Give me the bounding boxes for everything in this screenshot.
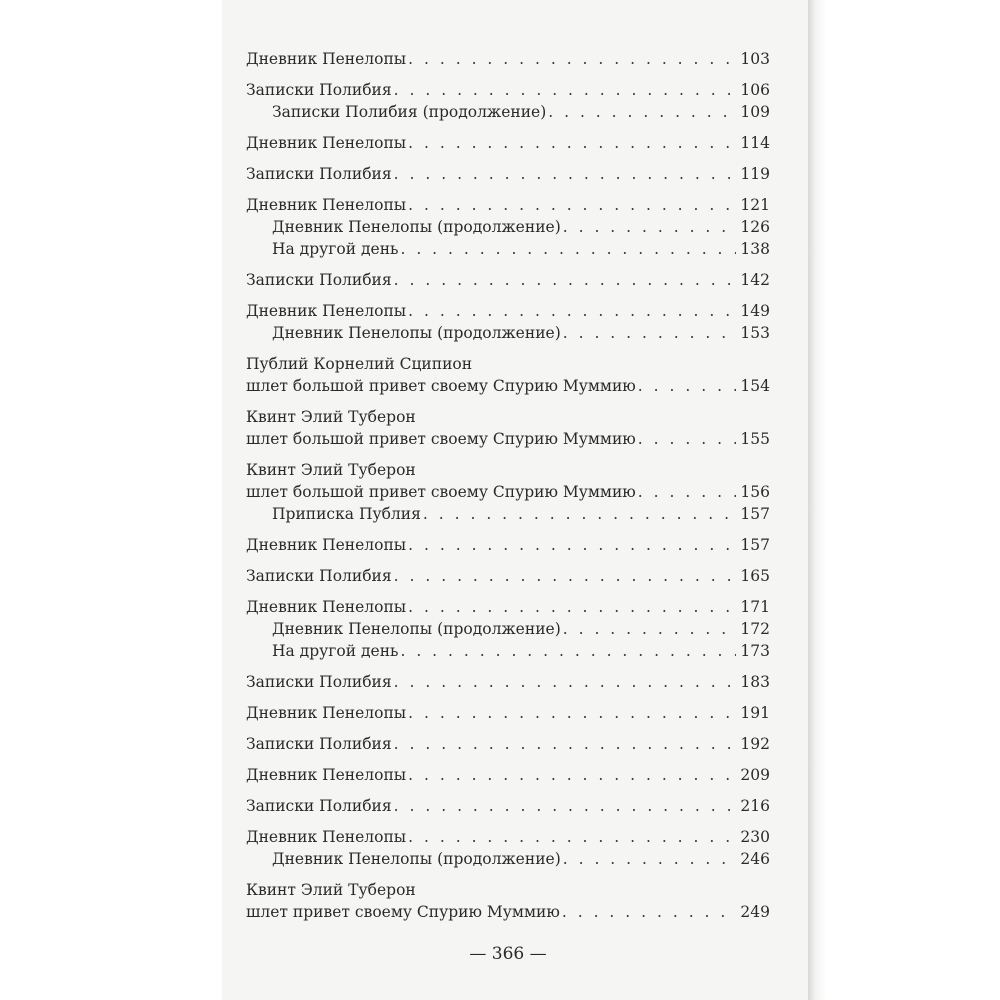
toc-entry-page: 171	[740, 598, 770, 616]
dot-leader	[638, 428, 737, 450]
toc-entry-page: 114	[740, 134, 770, 152]
toc-entry-page: 157	[740, 536, 770, 554]
table-of-contents	[246, 48, 770, 923]
toc-entry	[246, 428, 770, 450]
toc-entry	[246, 671, 770, 693]
dot-leader	[400, 640, 736, 662]
toc-entry-page: 121	[740, 196, 770, 214]
toc-entry-title: Дневник Пенелопы	[246, 134, 407, 152]
toc-entry-title: Дневник Пенелопы (продолжение)	[272, 850, 561, 868]
toc-entry-page: 230	[740, 828, 770, 846]
toc-entry-title: Записки Полибия	[246, 81, 392, 99]
dot-leader	[423, 503, 737, 525]
toc-entry	[246, 481, 770, 503]
toc-entry-page: 192	[740, 735, 770, 753]
toc-entry-page: 157	[740, 505, 770, 523]
toc-entry-heading: Квинт Элий Туберон	[246, 881, 416, 899]
toc-entry-page: 149	[740, 302, 770, 320]
dot-leader	[394, 795, 737, 817]
toc-entry	[246, 269, 770, 291]
dot-leader	[394, 163, 737, 185]
toc-entry-title: Дневник Пенелопы	[246, 50, 407, 68]
toc-entry-title: шлет привет своему Спурию Муммию	[246, 903, 560, 921]
toc-entry-page: 156	[740, 483, 770, 501]
toc-entry	[246, 163, 770, 185]
toc-entry	[246, 48, 770, 70]
toc-entry	[246, 618, 770, 640]
toc-entry-page: 142	[740, 271, 770, 289]
toc-entry-title: Записки Полибия (продолжение)	[272, 103, 547, 121]
toc-entry-page: 216	[740, 797, 770, 815]
toc-entry	[246, 238, 770, 260]
toc-entry	[246, 101, 770, 123]
toc-entry-title: Записки Полибия	[246, 673, 392, 691]
toc-entry	[246, 640, 770, 662]
toc-entry	[246, 132, 770, 154]
toc-entry	[246, 216, 770, 238]
dot-leader	[394, 733, 737, 755]
dot-leader	[408, 534, 736, 556]
toc-entry	[246, 733, 770, 755]
toc-entry-title: На другой день	[272, 240, 399, 258]
toc-entry-page: 173	[740, 642, 770, 660]
toc-entry-page: 103	[740, 50, 770, 68]
toc-entry-title: шлет большой привет своему Спурию Муммию	[246, 483, 636, 501]
dot-leader	[408, 194, 736, 216]
toc-entry-title: Дневник Пенелопы	[246, 196, 407, 214]
dot-leader	[408, 132, 736, 154]
toc-entry	[246, 565, 770, 587]
dot-leader	[408, 826, 736, 848]
toc-entry-title: Дневник Пенелопы (продолжение)	[272, 324, 561, 342]
toc-entry-title: Дневник Пенелопы (продолжение)	[272, 620, 561, 638]
toc-entry-page: 119	[740, 165, 770, 183]
dot-leader	[400, 238, 736, 260]
toc-entry-page: 172	[740, 620, 770, 638]
toc-entry	[246, 795, 770, 817]
toc-entry-page: 153	[740, 324, 770, 342]
toc-entry-title: На другой день	[272, 642, 399, 660]
dot-leader	[394, 79, 737, 101]
dot-leader	[408, 596, 736, 618]
toc-entry-title: Дневник Пенелопы	[246, 766, 407, 784]
dot-leader	[408, 300, 736, 322]
toc-entry-title: Записки Полибия	[246, 165, 392, 183]
toc-entry-title: Записки Полибия	[246, 271, 392, 289]
toc-entry	[246, 596, 770, 618]
toc-entry-page: 138	[740, 240, 770, 258]
toc-entry-title: Записки Полибия	[246, 567, 392, 585]
dot-leader	[563, 848, 737, 870]
page-number: — 366 —	[469, 944, 547, 964]
toc-entry	[246, 901, 770, 923]
dot-leader	[563, 322, 737, 344]
dot-leader	[638, 375, 737, 397]
dot-leader	[408, 702, 736, 724]
dot-leader	[408, 48, 736, 70]
toc-entry-title: Дневник Пенелопы	[246, 828, 407, 846]
toc-entry	[246, 534, 770, 556]
dot-leader	[394, 565, 737, 587]
dot-leader	[408, 764, 736, 786]
dot-leader	[394, 671, 737, 693]
toc-entry	[246, 848, 770, 870]
toc-entry-title: Записки Полибия	[246, 735, 392, 753]
toc-entry-title: Записки Полибия	[246, 797, 392, 815]
toc-entry-title: Дневник Пенелопы	[246, 704, 407, 722]
toc-entry-page: 109	[740, 103, 770, 121]
toc-entry	[246, 764, 770, 786]
toc-entry-title: Дневник Пенелопы	[246, 536, 407, 554]
toc-entry	[246, 79, 770, 101]
toc-entry	[246, 300, 770, 322]
toc-entry-title: Дневник Пенелопы	[246, 598, 407, 616]
toc-entry-page: 155	[740, 430, 770, 448]
dot-leader	[563, 216, 737, 238]
toc-entry-page: 183	[740, 673, 770, 691]
toc-entry	[246, 702, 770, 724]
toc-entry-heading: Квинт Элий Туберон	[246, 408, 416, 426]
toc-entry-title: шлет большой привет своему Спурию Муммию	[246, 430, 636, 448]
toc-entry-heading: Публий Корнелий Сципион	[246, 355, 473, 373]
toc-entry-page: 154	[740, 377, 770, 395]
toc-entry	[246, 503, 770, 525]
toc-entry-page: 246	[740, 850, 770, 868]
toc-entry	[246, 194, 770, 216]
toc-entry-page: 249	[740, 903, 770, 921]
toc-entry	[246, 375, 770, 397]
toc-entry-page: 126	[740, 218, 770, 236]
page-edge-shadow	[808, 0, 826, 1000]
toc-entry-title: шлет большой привет своему Спурию Муммию	[246, 377, 636, 395]
dot-leader	[563, 618, 737, 640]
dot-leader	[394, 269, 737, 291]
toc-entry	[246, 826, 770, 848]
dot-leader	[638, 481, 737, 503]
toc-entry-heading: Квинт Элий Туберон	[246, 461, 416, 479]
toc-entry-page: 209	[740, 766, 770, 784]
toc-entry-title: Дневник Пенелопы	[246, 302, 407, 320]
toc-entry-page: 106	[740, 81, 770, 99]
dot-leader	[548, 101, 736, 123]
toc-entry-title: Приписка Публия	[272, 505, 421, 523]
dot-leader	[562, 901, 737, 923]
toc-entry-title: Дневник Пенелопы (продолжение)	[272, 218, 561, 236]
toc-entry	[246, 322, 770, 344]
toc-entry-page: 191	[740, 704, 770, 722]
toc-entry-page: 165	[740, 567, 770, 585]
